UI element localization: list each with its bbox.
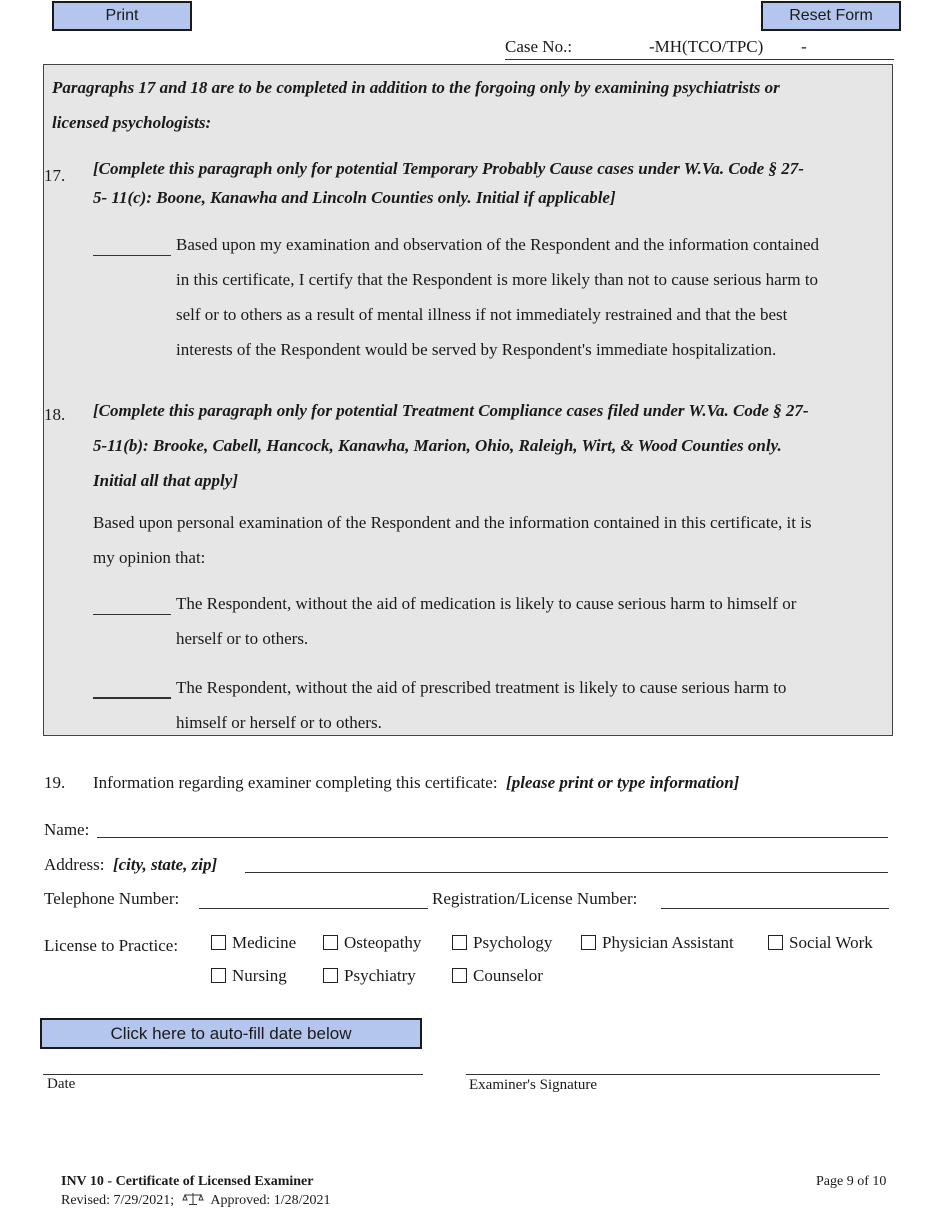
checkbox[interactable] — [768, 935, 783, 950]
auto-fill-date-button[interactable]: Click here to auto-fill date below — [40, 1018, 422, 1049]
paragraph-18-item2-initial-field[interactable] — [93, 697, 171, 699]
print-button[interactable]: Print — [52, 1, 192, 31]
case-number-dash: - — [801, 37, 807, 56]
p17-line: interests of the Respondent would be served by Respondent's immediate hospitalization. — [176, 340, 777, 359]
p18-heading-line: Initial all that apply] — [93, 471, 238, 490]
intro-line-2: licensed psychologists: — [52, 113, 212, 132]
license-option-psychiatry[interactable] — [323, 966, 416, 986]
address-hint: [city, state, zip] — [112, 855, 218, 874]
option-label: Nursing — [232, 966, 287, 985]
telephone-label: Telephone Number: — [44, 889, 180, 908]
checkbox[interactable] — [581, 935, 596, 950]
signature-label: Examiner's Signature — [469, 1077, 598, 1093]
option-label: Psychology — [473, 933, 553, 952]
footer-revised: Revised: 7/29/2021; — [61, 1193, 175, 1208]
license-option-counselor[interactable] — [452, 966, 543, 986]
reset-form-button[interactable]: Reset Form — [761, 1, 901, 31]
name-label: Name: — [44, 820, 90, 839]
option-label: Psychiatry — [344, 966, 416, 985]
registration-label: Registration/License Number: — [432, 889, 638, 908]
page-number: Page 9 of 10 — [816, 1174, 887, 1189]
checkbox[interactable] — [323, 935, 338, 950]
paragraph-18-heading — [93, 393, 809, 498]
checkbox[interactable] — [452, 935, 467, 950]
paragraph-18-item1-initial-field[interactable] — [93, 614, 171, 615]
paragraph-17-number: 17. — [44, 166, 66, 185]
scales-icon — [182, 1192, 204, 1206]
license-option-physician-assistant[interactable] — [581, 933, 734, 953]
option-label: Medicine — [232, 933, 297, 952]
p18-opinion-line: my opinion that: — [93, 548, 206, 567]
date-label: Date — [47, 1076, 76, 1092]
registration-input[interactable] — [661, 908, 889, 909]
telephone-input[interactable] — [199, 908, 428, 909]
checkbox[interactable] — [452, 968, 467, 983]
case-type: -MH(TCO/TPC) — [649, 37, 764, 56]
checkbox[interactable] — [211, 968, 226, 983]
case-number-field[interactable] — [505, 59, 894, 60]
checkbox[interactable] — [323, 968, 338, 983]
p17-line: in this certificate, I certify that the Respondent is more likely than not to cause serious harm to — [176, 270, 819, 289]
paragraph-17-initial-field[interactable] — [93, 255, 171, 256]
paragraph-17-heading-1: [Complete this paragraph only for potential Temporary Probably Cause cases under W.Va. Code § 27- — [93, 159, 804, 178]
p18-item2-line: The Respondent, without the aid of prescribed treatment is likely to cause serious harm to — [176, 678, 787, 697]
option-label: Osteopathy — [344, 933, 422, 952]
signature-input[interactable] — [466, 1074, 880, 1075]
p18-heading-line: [Complete this paragraph only for potential Treatment Compliance cases filed under W.Va. Code § 27- — [93, 401, 809, 420]
paragraph-18-item2 — [176, 670, 786, 740]
paragraph-18-item1 — [176, 586, 796, 656]
checkbox[interactable] — [211, 935, 226, 950]
p17-line: self or to others as a result of mental illness if not immediately restrained and that the best — [176, 305, 788, 324]
license-option-social-work[interactable] — [768, 933, 873, 953]
name-input[interactable] — [97, 837, 888, 838]
p18-item1-line: herself or to others. — [176, 629, 309, 648]
case-number-label: Case No.: — [505, 37, 573, 56]
paragraph-19-label: Information regarding examiner completing this certificate: — [93, 773, 498, 792]
option-label: Social Work — [789, 933, 873, 952]
address-label-group — [44, 855, 217, 875]
p18-item2-line: himself or herself or to others. — [176, 713, 382, 732]
intro-line-1: Paragraphs 17 and 18 are to be completed in addition to the forgoing only by examining psychiatrists or — [52, 78, 780, 97]
date-input[interactable] — [43, 1074, 423, 1075]
p17-line: Based upon my examination and observation of the Respondent and the information contained — [176, 235, 820, 254]
p18-item1-line: The Respondent, without the aid of medication is likely to cause serious harm to himself or — [176, 594, 797, 613]
p18-opinion-line: Based upon personal examination of the Respondent and the information contained in this certificate, it is — [93, 513, 812, 532]
footer-revision — [61, 1192, 331, 1209]
paragraph-19-text — [93, 773, 739, 793]
license-option-psychology[interactable] — [452, 933, 552, 953]
paragraph-18-opinion — [93, 505, 812, 575]
paragraph-18-number: 18. — [44, 405, 66, 424]
option-label: Counselor — [473, 966, 543, 985]
license-label: License to Practice: — [44, 936, 179, 955]
license-option-nursing[interactable] — [211, 966, 287, 986]
address-label: Address: — [44, 855, 105, 874]
paragraph-19-number: 19. — [44, 773, 66, 792]
license-option-osteopathy[interactable] — [323, 933, 421, 953]
footer-approved: Approved: 1/28/2021 — [210, 1193, 331, 1208]
license-option-medicine[interactable] — [211, 933, 296, 953]
paragraph-17-heading-2: 5- 11(c): Boone, Kanawha and Lincoln Counties only. Initial if applicable] — [93, 188, 616, 207]
p18-heading-line: 5-11(b): Brooke, Cabell, Hancock, Kanawha, Marion, Ohio, Raleigh, Wirt, & Wood Counties only. — [93, 436, 782, 455]
footer-form-title: INV 10 - Certificate of Licensed Examiner — [61, 1174, 314, 1189]
paragraph-19-note: [please print or type information] — [506, 773, 740, 792]
paragraph-17-item — [176, 227, 819, 367]
address-input[interactable] — [245, 872, 888, 873]
option-label: Physician Assistant — [602, 933, 734, 952]
